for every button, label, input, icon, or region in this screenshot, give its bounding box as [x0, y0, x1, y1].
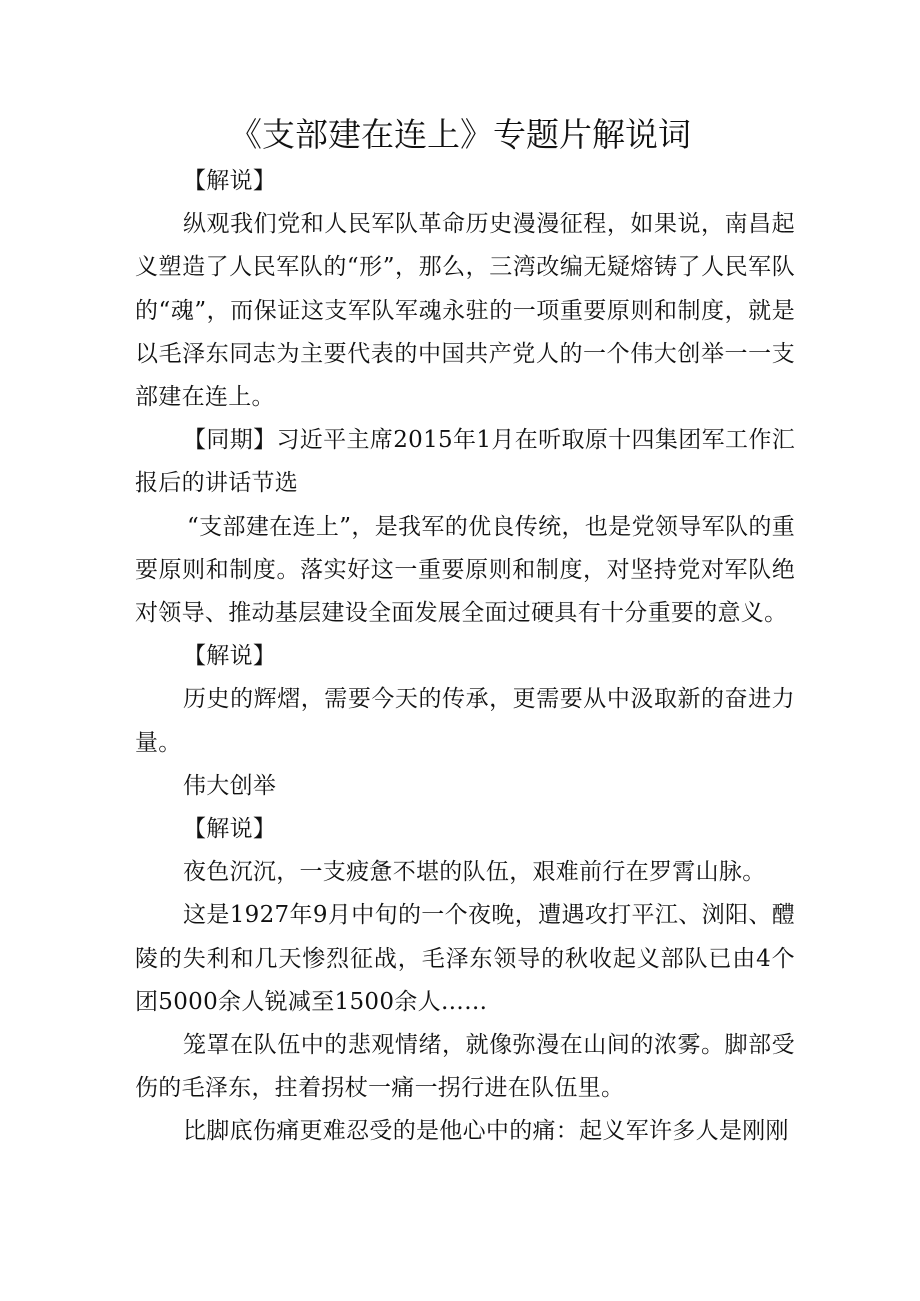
sync-text: 习近平主席2015年1月在听取原十四集团军工作汇报后的讲话节选 [135, 427, 795, 497]
narration-tag-2 [135, 635, 795, 678]
paragraph-history: 这是1927年9月中旬的一个夜晚，遭遇攻打平江、浏阳、醴陵的失利和几天惨烈征战，毛泽东领导的秋收起义部队已由4个团5000余人锐减至1500余人…… [135, 902, 795, 1015]
document-body [135, 160, 795, 1154]
narration-label: 【解说】 [183, 168, 277, 194]
sync-paragraph [135, 419, 795, 505]
paragraph-mood: 笼罩在队伍中的悲观情绪，就像弥漫在山间的浓雾。脚部受伤的毛泽东，拄着拐杖一痛一拐行进在队伍里。 [135, 1032, 795, 1102]
sync-label: 【同期】 [183, 427, 277, 454]
narration-label: 【解说】 [183, 816, 277, 843]
narration-tag-3 [135, 808, 795, 851]
narration-tag-1 [135, 160, 795, 203]
narration-label: 【解说】 [183, 643, 277, 670]
paragraph-intro: 纵观我们党和人民军队革命历史漫漫征程，如果说，南昌起义塑造了人民军队的“形”，那么，三湾改编无疑熔铸了人民军队的“魂”，而保证这支军队军魂永驻的一项重要原则和制度，就是以毛泽东同志为主要代表的中国共产党人的一个伟大创举一一支部建在连上。 [135, 211, 795, 411]
document-title: 《支部建在连上》专题片解说词 [229, 115, 691, 154]
paragraph-night: 夜色沉沉，一支疲惫不堪的队伍，艰难前行在罗霄山脉。 [183, 859, 766, 886]
quote-paragraph: “支部建在连上”，是我军的优良传统，也是党领导军队的重要原则和制度。落实好这一重要原则和制度，对坚持党对军队绝对领导、推动基层建设全面发展全面过硬具有十分重要的意义。 [135, 513, 795, 627]
section-heading: 伟大创举 [183, 772, 277, 799]
paragraph-legacy: 历史的辉熠，需要今天的传承，更需要从中汲取新的奋进力量。 [135, 686, 795, 756]
paragraph-pain: 比脚底伤痛更难忍受的是他心中的痛：起义军许多人是刚刚 [183, 1118, 789, 1145]
